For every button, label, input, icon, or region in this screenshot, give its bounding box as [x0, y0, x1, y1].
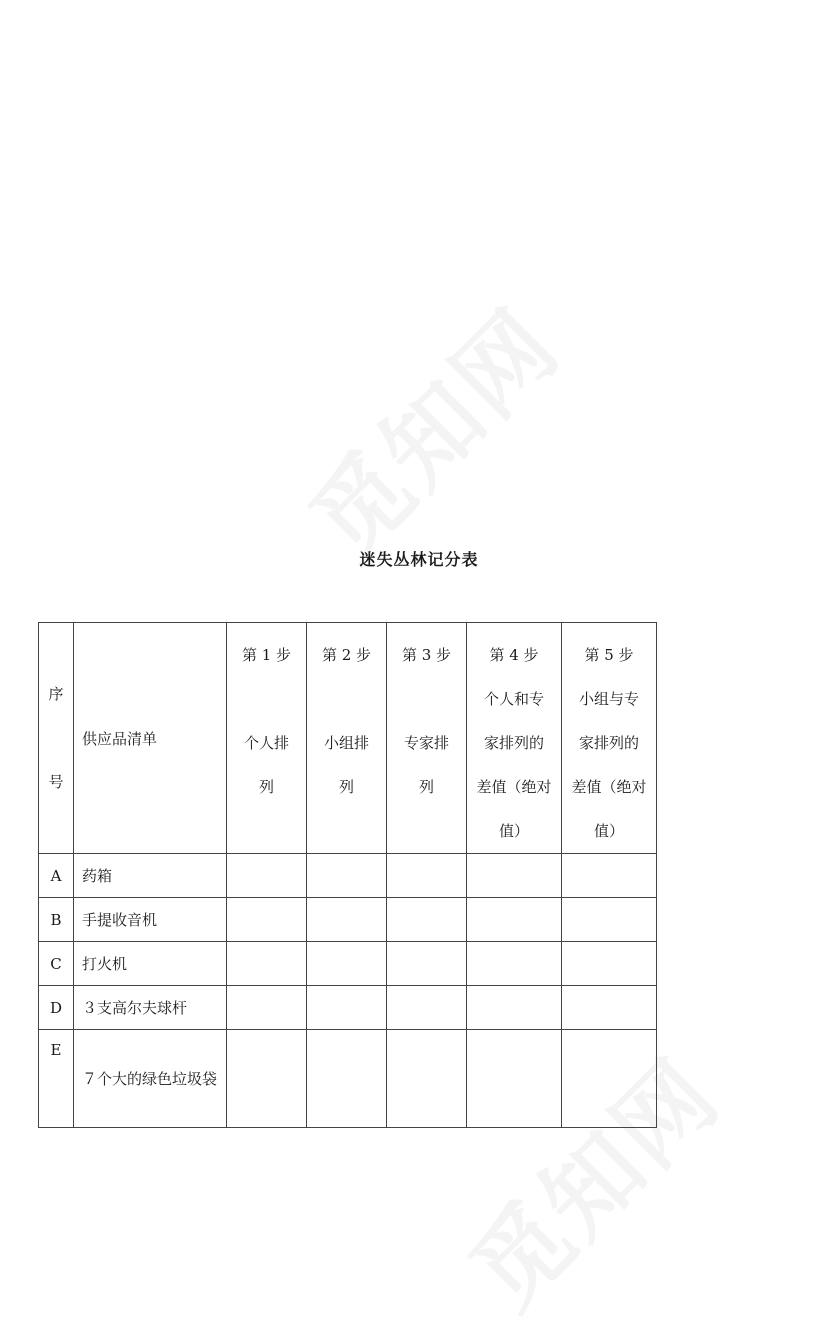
score-cell[interactable] [562, 942, 657, 986]
step-line: 值） [593, 822, 624, 840]
step-line: 列 [258, 778, 274, 796]
step-line: 列 [338, 778, 354, 796]
watermark-text [275, 274, 584, 583]
score-cell[interactable] [562, 986, 657, 1030]
step-line: 差值（绝对 [571, 778, 647, 796]
step-line: 差值（绝对 [476, 778, 552, 796]
score-cell[interactable] [227, 942, 307, 986]
score-cell[interactable] [387, 898, 467, 942]
step-line: 小组与专 [578, 690, 639, 708]
score-cell[interactable] [467, 898, 562, 942]
table-row [39, 986, 657, 1030]
step-line: 个人排 [243, 734, 289, 752]
row-item: ３支高尔夫球杆 [74, 986, 227, 1030]
score-cell[interactable] [562, 1030, 657, 1128]
header-step-4 [467, 623, 562, 854]
table-row [39, 1030, 657, 1128]
row-index: C [39, 942, 74, 986]
step-line: 第 2 步 [321, 646, 372, 664]
step-line: 家排列的 [578, 734, 639, 752]
header-index-line: 序 [48, 685, 64, 703]
header-index-cell [39, 623, 74, 854]
score-table [38, 622, 657, 1128]
header-step-1 [227, 623, 307, 854]
step-line [307, 677, 386, 721]
page-title: 迷失丛林记分表 [359, 550, 479, 569]
table-row [39, 898, 657, 942]
score-cell[interactable] [307, 986, 387, 1030]
score-cell[interactable] [227, 854, 307, 898]
score-cell[interactable] [227, 1030, 307, 1128]
header-item-cell: 供应品清单 [74, 623, 227, 854]
step-line: 第 5 步 [584, 646, 634, 664]
step-line: 值） [498, 822, 529, 840]
score-cell[interactable] [562, 898, 657, 942]
score-cell[interactable] [387, 942, 467, 986]
row-item: ７个大的绿色垃圾袋 [74, 1030, 227, 1128]
step-line: 小组排 [323, 734, 369, 752]
score-cell[interactable] [307, 942, 387, 986]
score-cell[interactable] [387, 1030, 467, 1128]
header-step-2 [307, 623, 387, 854]
row-item: 打火机 [74, 942, 227, 986]
score-cell[interactable] [467, 1030, 562, 1128]
step-line [227, 677, 306, 721]
step-line [387, 677, 466, 721]
row-index: E [39, 1030, 74, 1128]
score-cell[interactable] [387, 854, 467, 898]
step-line: 第 3 步 [401, 646, 452, 664]
step-line: 第 4 步 [489, 646, 539, 664]
row-item: 手提收音机 [74, 898, 227, 942]
step-line: 个人和专 [483, 690, 544, 708]
table-header-row [39, 623, 657, 854]
score-cell[interactable] [307, 854, 387, 898]
score-cell[interactable] [387, 986, 467, 1030]
row-index: B [39, 898, 74, 942]
score-cell[interactable] [307, 898, 387, 942]
step-line: 家排列的 [483, 734, 544, 752]
step-line: 第 1 步 [241, 646, 292, 664]
header-step-5 [562, 623, 657, 854]
step-line: 列 [418, 778, 434, 796]
table-row [39, 854, 657, 898]
header-step-3 [387, 623, 467, 854]
score-cell[interactable] [467, 942, 562, 986]
row-item: 药箱 [74, 854, 227, 898]
score-cell[interactable] [307, 1030, 387, 1128]
score-cell[interactable] [562, 854, 657, 898]
score-cell[interactable] [467, 854, 562, 898]
table-row [39, 942, 657, 986]
score-cell[interactable] [227, 898, 307, 942]
row-index: D [39, 986, 74, 1030]
step-line: 专家排 [403, 734, 449, 752]
header-index-line: 号 [48, 773, 64, 791]
score-cell[interactable] [467, 986, 562, 1030]
score-cell[interactable] [227, 986, 307, 1030]
row-index: A [39, 854, 74, 898]
